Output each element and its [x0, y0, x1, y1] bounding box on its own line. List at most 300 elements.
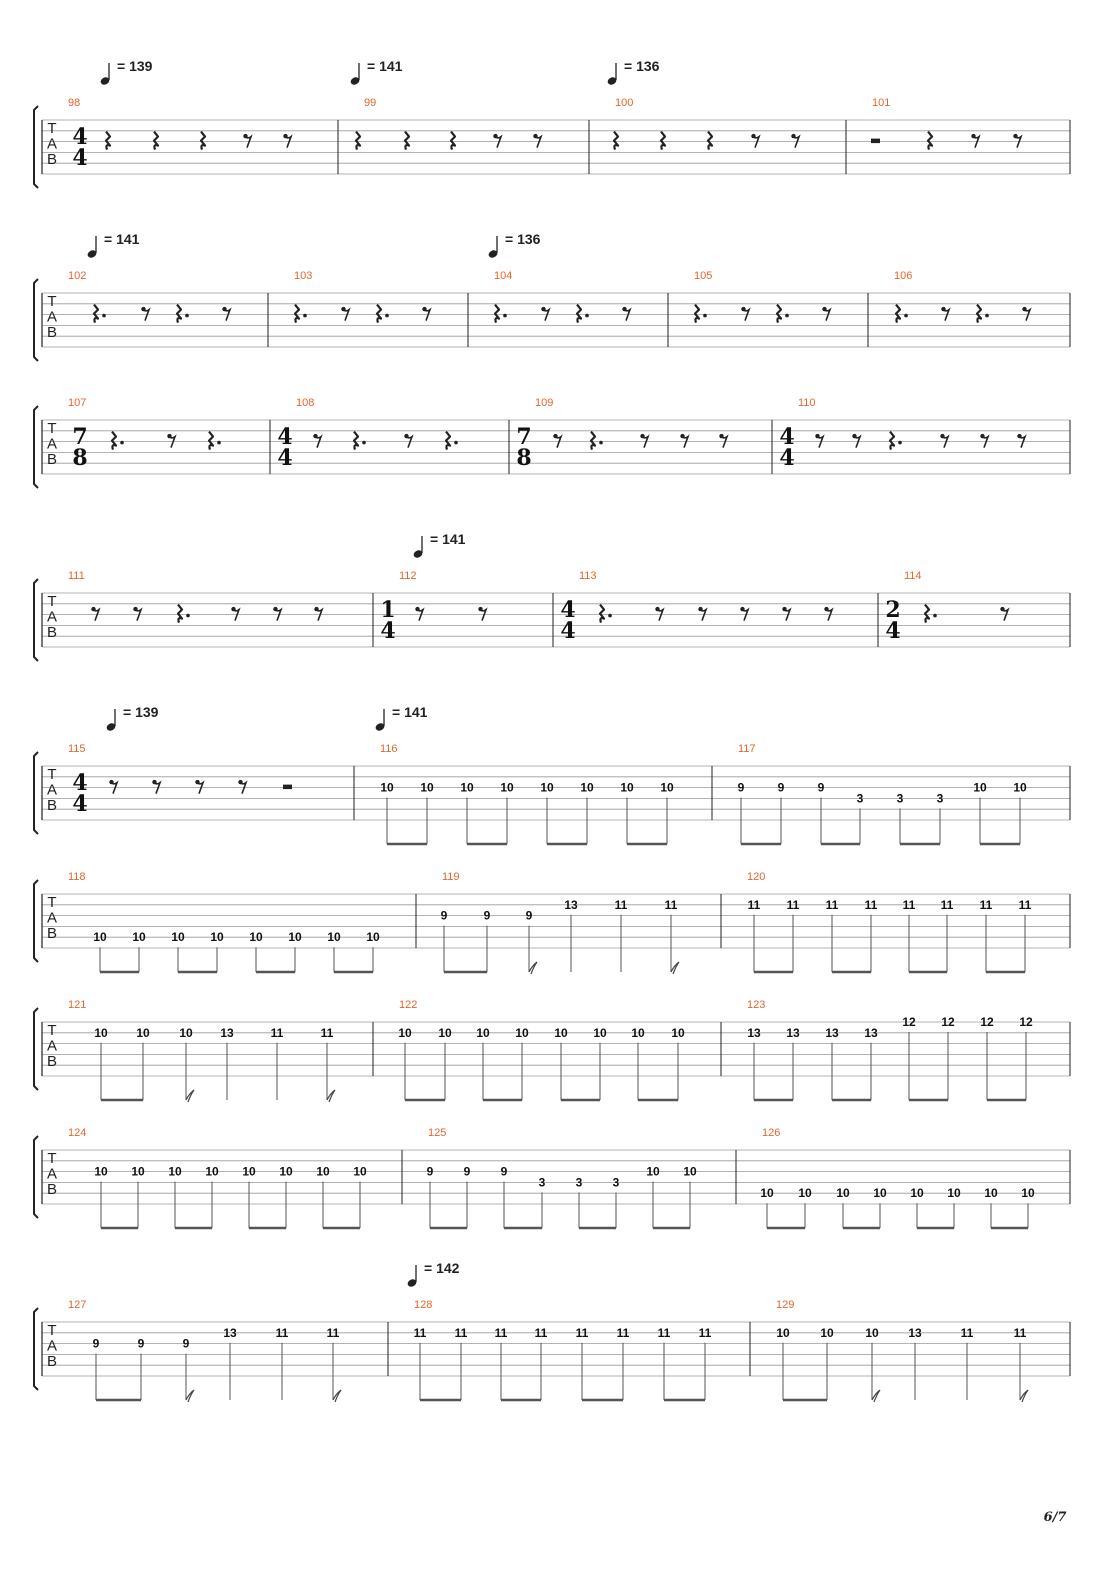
fret-number: 10: [836, 1186, 850, 1201]
fret-number: 10: [476, 1025, 490, 1040]
measure-number: 117: [738, 743, 756, 755]
fret-number: 10: [205, 1164, 219, 1179]
rest-symbol: [238, 780, 246, 794]
note-flag: [186, 1390, 194, 1402]
fret-number: 11: [616, 1325, 630, 1340]
tempo-marking: [624, 58, 660, 74]
measure-number: 100: [615, 97, 634, 109]
fret-number: 13: [564, 897, 578, 912]
rest-symbol: [708, 132, 712, 150]
fret-number: 9: [92, 1336, 100, 1351]
measure-number: 102: [68, 270, 87, 282]
note-flag: [333, 1390, 341, 1402]
measure-number: 128: [414, 1299, 433, 1311]
fret-number: 11: [614, 897, 628, 912]
rest-symbol: [493, 134, 501, 148]
rest-symbol: [977, 305, 989, 323]
fret-number: 10: [327, 930, 341, 945]
time-signature-top: 1: [380, 597, 396, 623]
tempo-bpm: 136: [636, 58, 660, 74]
fret-number: 12: [941, 1015, 955, 1029]
tab-clef-letter: T: [47, 894, 57, 911]
measure-number: 103: [294, 270, 313, 282]
fret-number: 11: [275, 1325, 289, 1340]
fret-number: 9: [737, 780, 745, 795]
rest-symbol: [1000, 607, 1008, 621]
fret-number: 13: [223, 1325, 237, 1340]
fret-number: 10: [168, 1164, 182, 1179]
fret-number: 11: [940, 897, 954, 912]
page-number: 6/7: [1043, 1510, 1067, 1525]
fret-number: 11: [825, 897, 839, 912]
tab-clef-letter: T: [47, 1150, 57, 1167]
fret-number: 11: [270, 1025, 284, 1040]
rest-symbol: [451, 132, 455, 150]
rest-symbol: [356, 132, 360, 150]
fret-number: 10: [1013, 780, 1027, 795]
fret-number: 10: [420, 780, 434, 795]
time-signature-bottom: 4: [277, 445, 293, 471]
tempo-bpm: 136: [517, 231, 541, 247]
fret-number: 9: [137, 1336, 145, 1351]
rest-symbol: [824, 607, 832, 621]
rest-symbol: [91, 607, 99, 621]
fret-number: 9: [440, 908, 448, 923]
fret-number: 10: [316, 1164, 330, 1179]
rest-symbol: [782, 607, 790, 621]
tab-clef-letter: A: [46, 1165, 58, 1183]
rest-symbol: [422, 307, 430, 321]
tab-clef-letter: A: [46, 608, 58, 626]
tempo-marking: [424, 1260, 460, 1276]
measure-number: 110: [798, 397, 816, 409]
rest-symbol: [283, 785, 292, 790]
rest-symbol: [751, 134, 759, 148]
tempo-bpm: 141: [442, 531, 466, 547]
fret-number: 10: [593, 1025, 607, 1040]
time-signature-top: 7: [72, 424, 88, 450]
rest-symbol: [871, 139, 880, 144]
system-bracket: [34, 279, 38, 361]
time-signature-bottom: 8: [72, 445, 88, 471]
rest-symbol: [740, 607, 748, 621]
fret-number: 10: [179, 1025, 193, 1040]
measure-number: 111: [68, 570, 85, 582]
system-bracket: [34, 880, 38, 962]
tempo-prefix: =: [117, 58, 130, 74]
fret-number: 10: [554, 1025, 568, 1040]
rest-symbol: [377, 305, 389, 323]
rest-symbol: [314, 607, 322, 621]
rest-symbol: [655, 607, 663, 621]
fret-number: 10: [460, 780, 474, 795]
rest-symbol: [273, 607, 281, 621]
fret-number: 10: [820, 1325, 834, 1340]
tab-clef-letter: B: [46, 1181, 58, 1198]
measure-number: 108: [296, 397, 315, 409]
fret-number: 10: [760, 1186, 774, 1201]
fret-number: 10: [131, 1164, 145, 1179]
fret-number: 13: [825, 1025, 839, 1040]
measure-number: 101: [872, 97, 891, 109]
tab-clef-letter: A: [46, 1337, 58, 1355]
fret-number: 10: [873, 1186, 887, 1201]
tab-clef-letter: B: [46, 451, 58, 468]
rest-symbol: [553, 434, 561, 448]
rest-symbol: [152, 780, 160, 794]
fret-number: 13: [864, 1025, 878, 1040]
fret-number: 13: [786, 1025, 800, 1040]
fret-number: 11: [534, 1325, 548, 1340]
measure-number: 127: [68, 1299, 87, 1311]
fret-number: 10: [171, 930, 185, 945]
fret-number: 10: [93, 930, 107, 945]
tempo-marking: [123, 704, 159, 720]
fret-number: 11: [747, 897, 761, 912]
time-signature-bottom: 4: [72, 145, 88, 171]
fret-number: 11: [960, 1325, 974, 1340]
fret-number: 13: [908, 1325, 922, 1340]
system-bracket: [34, 1008, 38, 1090]
fret-number: 11: [326, 1325, 340, 1340]
fret-number: 3: [612, 1175, 620, 1190]
measure-number: 116: [380, 743, 398, 755]
tempo-marking: [367, 58, 403, 74]
time-signature-bottom: 8: [516, 445, 532, 471]
fret-number: 9: [817, 780, 825, 795]
fret-number: 10: [515, 1025, 529, 1040]
time-signature-bottom: 4: [380, 618, 396, 644]
measure-number: 106: [894, 270, 913, 282]
fret-number: 11: [657, 1325, 671, 1340]
rest-symbol: [478, 607, 486, 621]
fret-number: 10: [288, 930, 302, 945]
system-bracket: [34, 579, 38, 661]
time-signature-bottom: 4: [72, 791, 88, 817]
fret-number: 10: [910, 1186, 924, 1201]
note-flag: [186, 1090, 194, 1102]
rest-symbol: [896, 305, 908, 323]
tempo-bpm: 139: [135, 704, 159, 720]
rest-symbol: [940, 434, 948, 448]
time-signature-top: 4: [72, 770, 88, 796]
tempo-prefix: =: [367, 58, 380, 74]
time-signature-top: 4: [560, 597, 576, 623]
rest-symbol: [167, 434, 175, 448]
measure-number: 123: [747, 999, 766, 1011]
system-bracket: [34, 406, 38, 488]
time-signature-bottom: 4: [885, 618, 901, 644]
time-signature-bottom: 4: [779, 445, 795, 471]
rest-symbol: [313, 434, 321, 448]
measure-number: 115: [68, 743, 86, 755]
measure-number: 124: [68, 1127, 87, 1139]
fret-number: 3: [538, 1175, 546, 1190]
fret-number: 10: [683, 1164, 697, 1179]
rest-symbol: [622, 307, 630, 321]
fret-number: 10: [798, 1186, 812, 1201]
rest-symbol: [980, 434, 988, 448]
rest-symbol: [141, 307, 149, 321]
measure-number: 121: [68, 999, 87, 1011]
note-flag: [671, 962, 679, 974]
tab-clef-letter: T: [47, 420, 57, 437]
note-flag: [872, 1390, 880, 1402]
rest-symbol: [791, 134, 799, 148]
measure-number: 98: [68, 97, 81, 109]
rest-symbol: [815, 434, 823, 448]
fret-number: 12: [902, 1015, 916, 1029]
rest-symbol: [283, 134, 291, 148]
rest-symbol: [971, 134, 979, 148]
fret-number: 3: [936, 791, 944, 806]
tempo-bpm: 141: [116, 231, 140, 247]
rest-symbol: [640, 434, 648, 448]
fret-number: 11: [1013, 1325, 1027, 1340]
time-signature-top: 4: [72, 124, 88, 150]
measure-number: 119: [442, 871, 460, 883]
fret-number: 11: [454, 1325, 468, 1340]
measure-number: 107: [68, 397, 87, 409]
tempo-bpm: 141: [404, 704, 428, 720]
fret-number: 11: [864, 897, 878, 912]
fret-number: 11: [320, 1025, 334, 1040]
rest-symbol: [354, 432, 366, 450]
rest-symbol: [591, 432, 603, 450]
fret-number: 11: [494, 1325, 508, 1340]
rest-symbol: [925, 605, 937, 623]
fret-number: 9: [463, 1164, 471, 1179]
rest-symbol: [1022, 307, 1030, 321]
fret-number: 12: [1019, 1015, 1033, 1029]
time-signature-top: 4: [779, 424, 795, 450]
system-bracket: [34, 1136, 38, 1218]
fret-number: 10: [776, 1325, 790, 1340]
fret-number: 10: [620, 780, 634, 795]
system-bracket: [34, 1308, 38, 1390]
fret-number: 11: [698, 1325, 712, 1340]
rest-symbol: [822, 307, 830, 321]
rest-symbol: [695, 305, 707, 323]
rest-symbol: [941, 307, 949, 321]
rest-symbol: [178, 605, 190, 623]
fret-number: 3: [575, 1175, 583, 1190]
rest-symbol: [222, 307, 230, 321]
fret-number: 10: [580, 780, 594, 795]
tempo-bpm: 139: [129, 58, 153, 74]
measure-number: 114: [904, 570, 922, 582]
measure-number: 105: [694, 270, 713, 282]
rest-symbol: [106, 132, 110, 150]
system-bracket: [34, 106, 38, 188]
measure-number: 112: [399, 570, 417, 582]
rest-symbol: [201, 132, 205, 150]
rest-symbol: [928, 132, 932, 150]
fret-number: 13: [747, 1025, 761, 1040]
tab-clef-letter: B: [46, 1053, 58, 1070]
measure-number: 118: [68, 871, 86, 883]
rest-symbol: [495, 305, 507, 323]
rest-symbol: [404, 434, 412, 448]
measure-number: 109: [535, 397, 554, 409]
tab-clef-letter: B: [46, 151, 58, 168]
fret-number: 10: [366, 930, 380, 945]
tab-clef-letter: A: [46, 909, 58, 927]
tempo-marking: [104, 231, 140, 247]
tab-clef-letter: B: [46, 624, 58, 641]
tab-clef-letter: B: [46, 797, 58, 814]
tab-clef-letter: B: [46, 324, 58, 341]
measure-number: 129: [776, 1299, 795, 1311]
fret-number: 10: [380, 780, 394, 795]
tab-clef-letter: T: [47, 1022, 57, 1039]
tab-clef-letter: A: [46, 1037, 58, 1055]
rest-symbol: [719, 434, 727, 448]
rest-symbol: [661, 132, 665, 150]
tab-clef-letter: T: [47, 120, 57, 137]
fret-number: 10: [646, 1164, 660, 1179]
tab-clef-letter: T: [47, 593, 57, 610]
tempo-prefix: =: [624, 58, 637, 74]
rest-symbol: [209, 432, 221, 450]
tempo-prefix: =: [123, 704, 136, 720]
rest-symbol: [177, 305, 189, 323]
rest-symbol: [1013, 134, 1021, 148]
tab-clef-letter: T: [47, 293, 57, 310]
tab-clef-letter: T: [47, 1322, 57, 1339]
rest-symbol: [94, 305, 106, 323]
rest-symbol: [195, 780, 203, 794]
fret-number: 9: [483, 908, 491, 923]
measure-number: 104: [494, 270, 513, 282]
tempo-marking: [392, 704, 428, 720]
rest-symbol: [415, 607, 423, 621]
fret-number: 10: [210, 930, 224, 945]
fret-number: 12: [980, 1015, 994, 1029]
tab-clef-letter: A: [46, 435, 58, 453]
tab-clef-letter: B: [46, 925, 58, 942]
rest-symbol: [231, 607, 239, 621]
tempo-prefix: =: [424, 1260, 437, 1276]
fret-number: 10: [94, 1164, 108, 1179]
fret-number: 10: [242, 1164, 256, 1179]
tempo-marking: [117, 58, 153, 74]
fret-number: 11: [413, 1325, 427, 1340]
fret-number: 13: [220, 1025, 234, 1040]
fret-number: 10: [631, 1025, 645, 1040]
tab-clef-letter: A: [46, 135, 58, 153]
fret-number: 10: [984, 1186, 998, 1201]
fret-number: 10: [438, 1025, 452, 1040]
fret-number: 10: [947, 1186, 961, 1201]
tempo-bpm: 141: [379, 58, 403, 74]
rest-symbol: [341, 307, 349, 321]
fret-number: 10: [398, 1025, 412, 1040]
rest-symbol: [541, 307, 549, 321]
time-signature-top: 4: [277, 424, 293, 450]
note-flag: [327, 1090, 335, 1102]
rest-symbol: [154, 132, 158, 150]
rest-symbol: [405, 132, 409, 150]
measure-number: 125: [428, 1127, 447, 1139]
rest-symbol: [577, 305, 589, 323]
note-flag: [529, 962, 537, 974]
tempo-marking: [430, 531, 466, 547]
tempo-prefix: =: [104, 231, 117, 247]
fret-number: 10: [279, 1164, 293, 1179]
tempo-prefix: =: [430, 531, 443, 547]
rest-symbol: [533, 134, 541, 148]
tempo-marking: [505, 231, 541, 247]
fret-number: 10: [94, 1025, 108, 1040]
rest-symbol: [680, 434, 688, 448]
rest-symbol: [741, 307, 749, 321]
rest-symbol: [112, 432, 124, 450]
fret-number: 10: [540, 780, 554, 795]
rest-symbol: [1017, 434, 1025, 448]
measure-number: 122: [399, 999, 418, 1011]
tab-clef-letter: A: [46, 308, 58, 326]
fret-number: 10: [353, 1164, 367, 1179]
fret-number: 11: [575, 1325, 589, 1340]
fret-number: 11: [786, 897, 800, 912]
fret-number: 10: [500, 780, 514, 795]
note-flag: [1020, 1390, 1028, 1402]
fret-number: 9: [426, 1164, 434, 1179]
measure-number: 120: [747, 871, 766, 883]
time-signature-top: 7: [516, 424, 532, 450]
measure-number: 113: [579, 570, 597, 582]
fret-number: 10: [1021, 1186, 1035, 1201]
fret-number: 10: [660, 780, 674, 795]
time-signature-bottom: 4: [560, 618, 576, 644]
system-bracket: [34, 752, 38, 834]
rest-symbol: [243, 134, 251, 148]
fret-number: 10: [671, 1025, 685, 1040]
fret-number: 10: [136, 1025, 150, 1040]
rest-symbol: [600, 605, 612, 623]
fret-number: 3: [896, 791, 904, 806]
fret-number: 9: [525, 908, 533, 923]
fret-number: 11: [979, 897, 993, 912]
rest-symbol: [777, 305, 789, 323]
fret-number: 10: [249, 930, 263, 945]
fret-number: 11: [902, 897, 916, 912]
time-signature-top: 2: [885, 597, 901, 623]
rest-symbol: [614, 132, 618, 150]
fret-number: 9: [182, 1336, 190, 1351]
rest-symbol: [295, 305, 307, 323]
rest-symbol: [698, 607, 706, 621]
fret-number: 10: [973, 780, 987, 795]
rest-symbol: [109, 780, 117, 794]
tempo-bpm: 142: [436, 1260, 460, 1276]
fret-number: 9: [500, 1164, 508, 1179]
tab-clef-letter: A: [46, 781, 58, 799]
rest-symbol: [852, 434, 860, 448]
fret-number: 10: [132, 930, 146, 945]
fret-number: 9: [777, 780, 785, 795]
measure-number: 99: [364, 97, 377, 109]
measure-number: 126: [762, 1127, 781, 1139]
tempo-prefix: =: [505, 231, 518, 247]
tab-clef-letter: T: [47, 766, 57, 783]
rest-symbol: [133, 607, 141, 621]
rest-symbol: [890, 432, 902, 450]
tempo-prefix: =: [392, 704, 405, 720]
rest-symbol: [446, 432, 458, 450]
fret-number: 11: [1018, 897, 1032, 912]
